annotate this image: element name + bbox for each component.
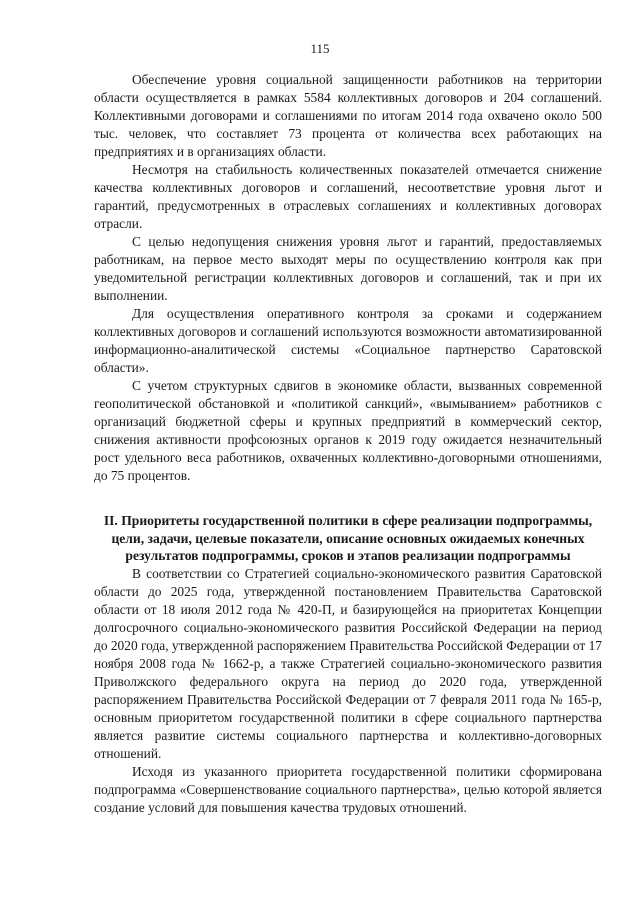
paragraph-quality-decline: Несмотря на стабильность количественных показателей отмечается снижение качества коллективных договоров и соглашений, несоответствие уровня льгот и гарантий, предусмотренных в отраслевых соглашениях и коллективных договорах отрасли.	[94, 162, 602, 231]
paragraph-subprogram-goal: Исходя из указанного приоритета государственной политики сформирована подпрограмма «Совершенствование социального партнерства», целью которой является создание условий для повышения качества трудовых отношений.	[94, 763, 602, 815]
page-body	[94, 71, 602, 817]
paragraph-structural-shifts: С учетом структурных сдвигов в экономике области, вызванных современной геополитической обстановкой и «политикой санкций», «вымыванием» работников с организаций бюджетной сферы и крупных предприятий в коммерческий сектор, снижения активности профсоюзных органов к 2019 году ожидается незначительный рост удельного веса работников, охваченных коллективно-договорными отношениями, до 75 процентов.	[94, 378, 602, 483]
page-number: 115	[310, 41, 330, 56]
paragraph-control-measures: С целью недопущения снижения уровня льгот и гарантий, предоставляемых работникам, на первое место выходят меры по осуществлению контроля как при уведомительной регистрации коллективных договоров и соглашений, так и при их выполнении.	[94, 234, 602, 303]
paragraph-information-system: Для осуществления оперативного контроля за сроками и содержанием коллективных договоров и соглашений используются возможности автоматизированной информационно-аналитической системы «Социальное партнерство Саратовской области».	[94, 306, 602, 375]
paragraph-social-protection: Обеспечение уровня социальной защищенности работников на территории области осуществляется в рамках 5584 коллективных договоров и 204 соглашений. Коллективными договорами и соглашениями по итогам 2014 года охвачено около 500 тыс. человек, что составляет 73 процента от количества всех работающих на предприятиях и в организациях области.	[94, 72, 602, 159]
section-heading: II. Приоритеты государственной политики в сфере реализации подпрограммы, цели, задачи, целевые показатели, описание основных ожидаемых конечных результатов подпрограммы, сроков и этапов реализации подпрограммы	[103, 513, 593, 563]
paragraph-strategy: В соответствии со Стратегией социально-экономического развития Саратовской области до 2025 года, утвержденной постановлением Правительства Саратовской области от 18 июля 2012 года № 420-П, и базирующейся на приоритетах Концепции долгосрочного социально-экономического развития Российской Федерации на период до 2020 года, утвержденной распоряжением Правительства Российской Федерации от 17 ноября 2008 года № 1662-р, а также Стратегией социально-экономического развития Приволжского федерального округа на период до 2020 года, утвержденной распоряжением Правительства Российской Федерации от 7 февраля 2011 года № 165-р, основным приоритетом государственной политики в сфере социального партнерства является развитие системы социального партнерства и коллективно-договорных отношений.	[94, 565, 602, 761]
